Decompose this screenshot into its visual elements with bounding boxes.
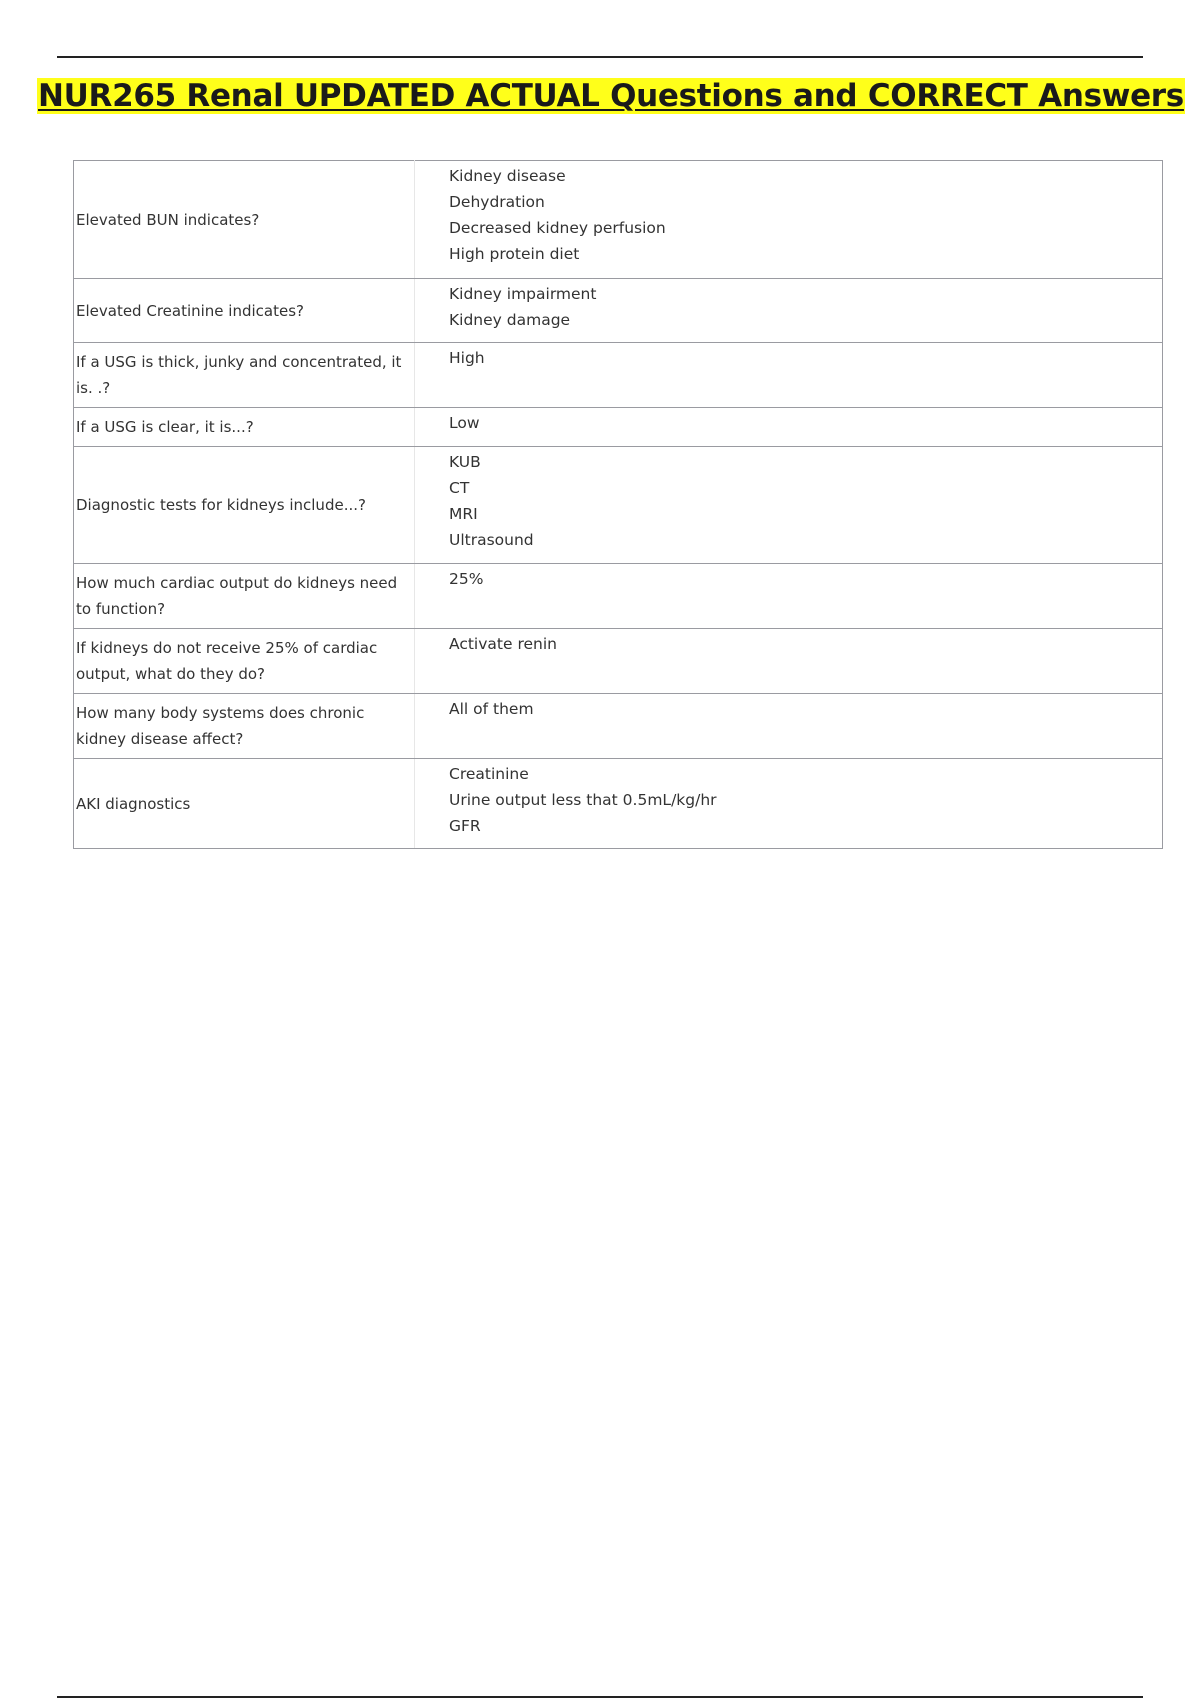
page-title-text: NUR265 Renal UPDATED ACTUAL Questions and CORRECT Answers	[38, 78, 1184, 114]
question-cell: If kidneys do not receive 25% of cardiac output, what do they do?	[74, 629, 415, 694]
answer-cell	[415, 279, 1163, 343]
answer-item: KUB	[449, 453, 481, 471]
answer-item: High protein diet	[449, 245, 580, 263]
question-cell: If a USG is clear, it is...?	[74, 408, 415, 447]
answer-item: Decreased kidney perfusion	[449, 219, 666, 237]
question-cell: How much cardiac output do kidneys need to function?	[74, 564, 415, 629]
answer-item: 25%	[449, 570, 484, 588]
question-cell: Elevated BUN indicates?	[74, 161, 415, 279]
question-cell: If a USG is thick, junky and concentrated, it is. .?	[74, 343, 415, 408]
answer-item: Kidney damage	[449, 311, 571, 329]
answer-cell	[415, 564, 1163, 629]
answer-cell	[415, 447, 1163, 564]
answer-cell	[415, 629, 1163, 694]
qa-table	[73, 160, 1163, 849]
question-cell: How many body systems does chronic kidney disease affect?	[74, 694, 415, 759]
table-row	[74, 759, 1163, 849]
answer-item: Creatinine	[449, 765, 529, 783]
answer-cell	[415, 343, 1163, 408]
question-cell: Diagnostic tests for kidneys include...?	[74, 447, 415, 564]
answer-item: Activate renin	[449, 635, 557, 653]
table-row	[74, 564, 1163, 629]
answer-item: Urine output less that 0.5mL/kg/hr	[449, 791, 717, 809]
question-cell: AKI diagnostics	[74, 759, 415, 849]
table-row	[74, 408, 1163, 447]
table-row	[74, 694, 1163, 759]
header-rule	[57, 56, 1143, 58]
answer-item: CT	[449, 479, 470, 497]
table-row	[74, 629, 1163, 694]
answer-item: Kidney impairment	[449, 285, 597, 303]
answer-item: Dehydration	[449, 193, 545, 211]
answer-cell	[415, 694, 1163, 759]
footer-rule	[57, 1696, 1143, 1698]
table-row	[74, 343, 1163, 408]
answer-item: Low	[449, 414, 480, 432]
answer-item: Ultrasound	[449, 531, 534, 549]
answer-cell	[415, 408, 1163, 447]
table-row	[74, 279, 1163, 343]
page-title	[37, 76, 1185, 116]
question-cell: Elevated Creatinine indicates?	[74, 279, 415, 343]
table-row	[74, 161, 1163, 279]
answer-item: GFR	[449, 817, 481, 835]
answer-item: MRI	[449, 505, 478, 523]
answer-item: All of them	[449, 700, 534, 718]
answer-cell	[415, 759, 1163, 849]
table-row	[74, 447, 1163, 564]
answer-item: Kidney disease	[449, 167, 566, 185]
answer-item: High	[449, 349, 485, 367]
answer-cell	[415, 161, 1163, 279]
